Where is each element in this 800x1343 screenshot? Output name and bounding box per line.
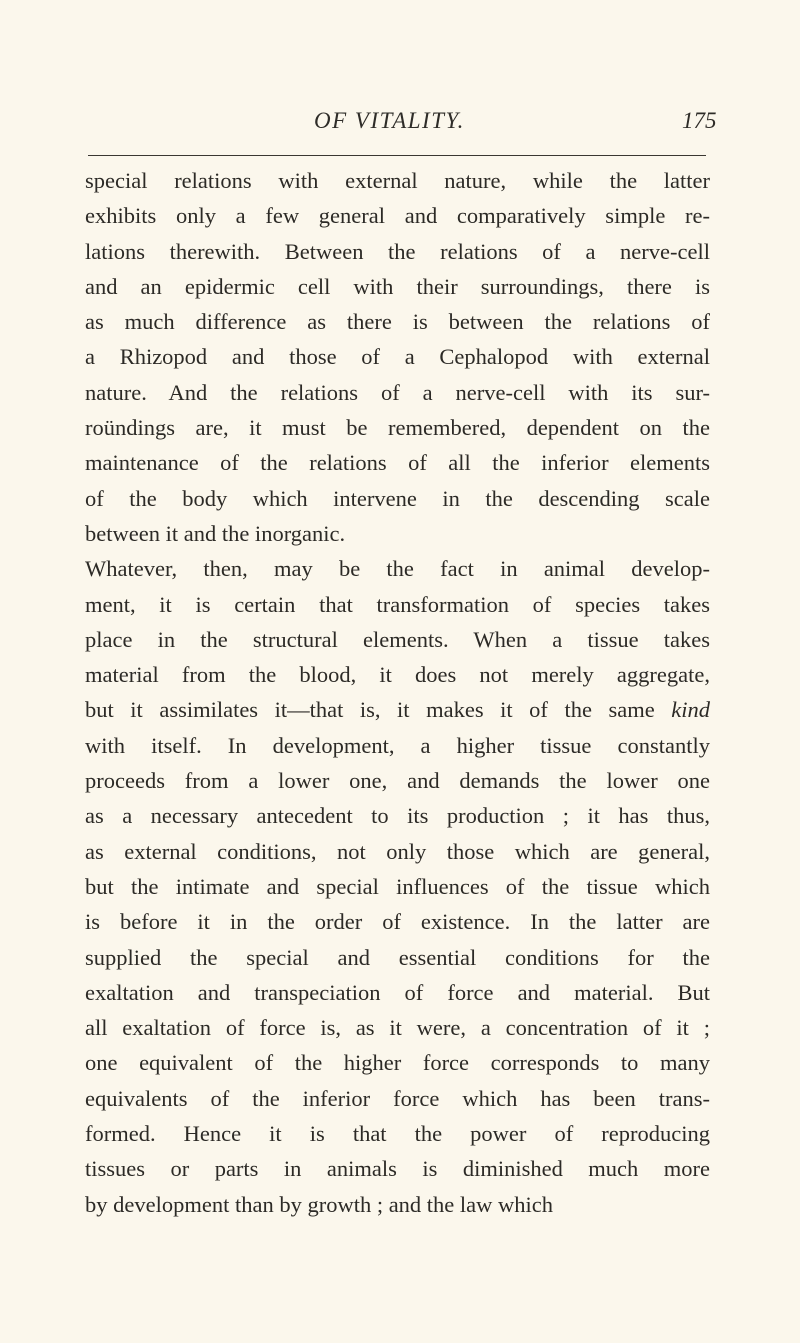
text-line-segment: but it assimilates it—that is, it makes it of the same [85, 697, 655, 723]
text-line: roündings are, it must be remembered, dependent on the [85, 415, 710, 441]
text-line: Whatever, then, may be the fact in animal develop- [85, 556, 710, 582]
text-line: as external conditions, not only those which are general, [85, 838, 710, 864]
text-line: exaltation and transpeciation of force and material. But [85, 979, 710, 1005]
text-line: of the body which intervene in the descending scale [85, 485, 710, 511]
running-title: OF VITALITY. [314, 108, 465, 133]
italic-word: kind [671, 697, 711, 723]
text-line: one equivalent of the higher force corresponds to many [85, 1050, 710, 1076]
text-line: by development than by growth ; and the law which [85, 1191, 554, 1217]
text-line: material from the blood, it does not merely aggregate, [85, 662, 710, 688]
text-line: as a necessary antecedent to its production ; it has thus, [85, 803, 710, 829]
text-line: supplied the special and essential conditions for the [85, 944, 710, 970]
text-line: a Rhizopod and those of a Cephalopod with external [85, 344, 710, 370]
text-line: proceeds from a lower one, and demands the lower one [85, 768, 710, 794]
text-line: between it and the inorganic. [85, 520, 346, 546]
text-line: place in the structural elements. When a tissue takes [85, 626, 710, 652]
text-line: all exaltation of force is, as it were, a concentration of it ; [85, 1015, 710, 1041]
text-line: equivalents of the inferior force which has been trans- [85, 1085, 710, 1111]
text-line: exhibits only a few general and comparatively simple re- [85, 203, 710, 229]
text-line: special relations with external nature, while the latter [85, 168, 710, 193]
text-line: with itself. In development, a higher tissue constantly [85, 732, 710, 758]
text-line: tissues or parts in animals is diminished much more [85, 1156, 710, 1182]
text-line: ment, it is certain that transformation of species takes [85, 591, 710, 617]
text-line: and an epidermic cell with their surroundings, there is [85, 273, 710, 299]
text-line: as much difference as there is between the relations of [85, 309, 710, 335]
text-line: formed. Hence it is that the power of reproducing [85, 1121, 710, 1147]
body-text [85, 163, 710, 1222]
page-header [0, 108, 800, 144]
page-number: 175 [682, 108, 717, 133]
text-line: maintenance of the relations of all the inferior elements [85, 450, 710, 476]
text-line: is before it in the order of existence. In the latter are [85, 909, 710, 935]
text-line: nature. And the relations of a nerve-cell with its sur- [85, 379, 710, 405]
header-rule [88, 155, 706, 156]
text-line: but the intimate and special influences of the tissue which [85, 873, 710, 899]
text-line: lations therewith. Between the relations of a nerve-cell [85, 238, 710, 264]
text-line-with-italic [85, 692, 710, 727]
